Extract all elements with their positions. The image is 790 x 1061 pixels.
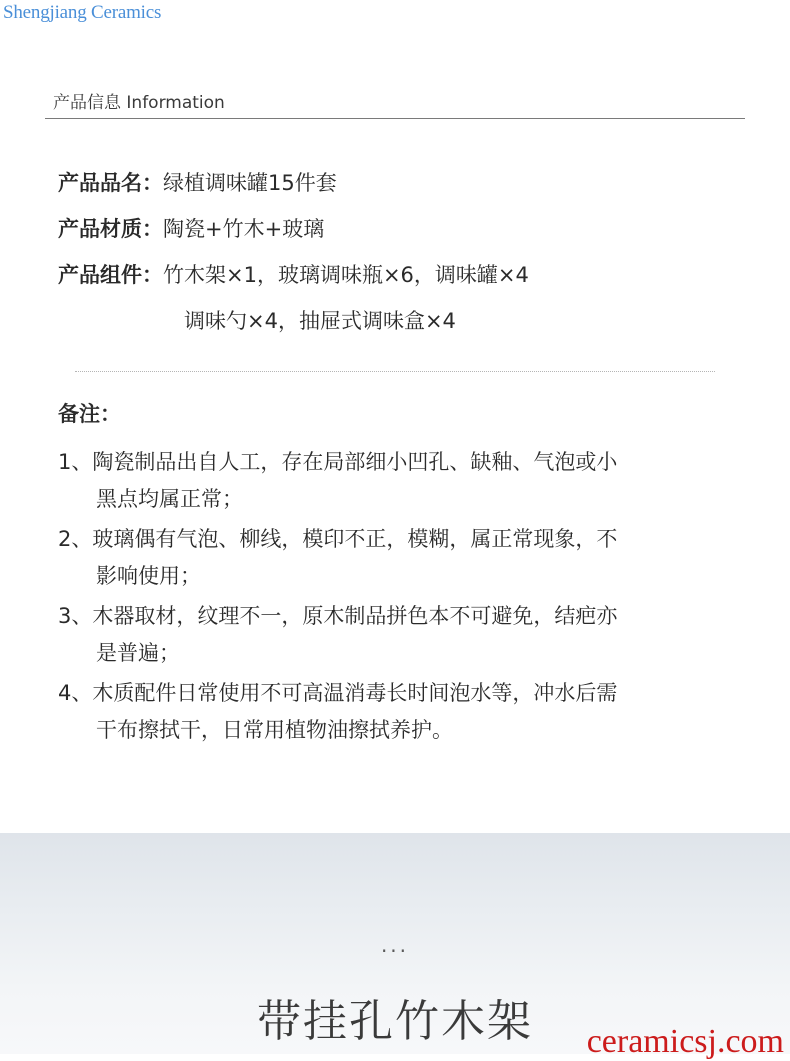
info-value: 绿植调味罐15件套 [163, 171, 337, 195]
note-line: 黑点均属正常； [96, 487, 243, 511]
info-label: 产品组件： [58, 263, 163, 287]
note-item [58, 444, 748, 518]
note-item [58, 521, 748, 595]
info-value: 竹木架×1，玻璃调味瓶×6，调味罐×4 [163, 263, 529, 287]
info-row-components [58, 260, 748, 290]
notes-title: 备注： [58, 402, 121, 426]
note-item [58, 598, 748, 672]
info-row-material [58, 214, 748, 244]
header-divider [45, 118, 745, 119]
note-line: 是普遍； [96, 641, 180, 665]
ellipsis-decoration: ... [380, 933, 410, 957]
feature-banner [0, 833, 790, 1060]
banner-title: 带挂孔竹木架 [257, 996, 533, 1047]
note-item [58, 675, 748, 749]
info-row-name [58, 168, 748, 198]
note-line: 3、木器取材，纹理不一，原木制品拼色本不可避免，结疤亦 [58, 604, 618, 628]
watermark-url: ceramicsj.com [586, 1023, 784, 1060]
notes-list [58, 444, 748, 752]
info-value: 陶瓷+竹木+玻璃 [163, 217, 325, 241]
info-label: 产品材质： [58, 217, 163, 241]
section-header: 产品信息 Information [53, 93, 225, 113]
dotted-divider [75, 371, 715, 372]
note-line: 干布擦拭干，日常用植物油擦拭养护。 [96, 718, 453, 742]
note-line: 1、陶瓷制品出自人工，存在局部细小凹孔、缺釉、气泡或小 [58, 450, 618, 474]
product-info-list [58, 168, 748, 336]
note-line: 4、木质配件日常使用不可高温消毒长时间泡水等，冲水后需 [58, 681, 618, 705]
note-line: 影响使用； [96, 564, 201, 588]
info-label: 产品品名： [58, 171, 163, 195]
info-value-continuation: 调味勺×4，抽屉式调味盒×4 [184, 309, 456, 333]
watermark-logo-top: Shengjiang Ceramics [3, 2, 162, 23]
note-line: 2、玻璃偶有气泡、柳线，模印不正，模糊，属正常现象，不 [58, 527, 618, 551]
